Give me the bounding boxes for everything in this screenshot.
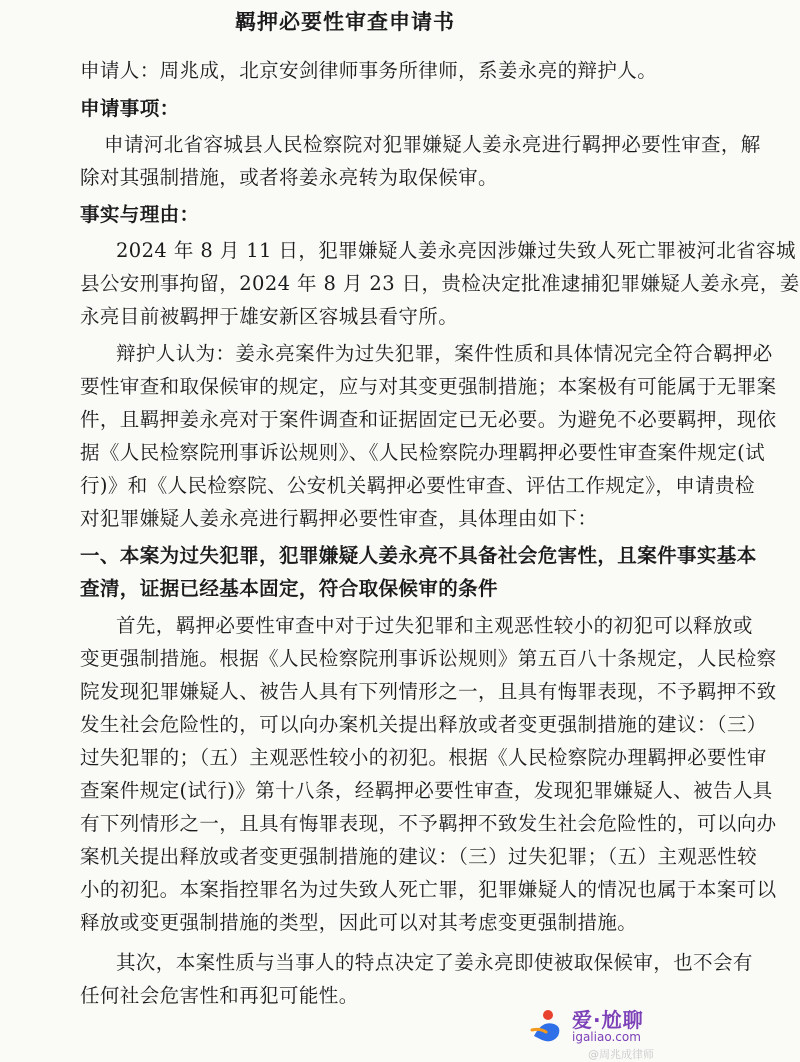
paragraph-line: 过失犯罪的；（五）主观恶性较小的初犯。根据《人民检察院办理羁押必要性审: [80, 746, 767, 769]
section-heading-request: 申请事项：: [80, 97, 180, 120]
paragraph-line: 对犯罪嫌疑人姜永亮进行羁押必要性审查，具体理由如下：: [80, 507, 598, 530]
site-name: 爱·尬聊: [572, 1008, 644, 1032]
paragraph-line: 其次，本案性质与当事人的特点决定了姜永亮即使被取保候审，也不会有: [116, 951, 753, 974]
site-watermark: [528, 1002, 688, 1062]
paragraph-line: 要性审查和取保候审的规定，应与对其变更强制措施；本案极有可能属于无罪案: [80, 375, 777, 398]
paragraph-line: 发生社会危险性的，可以向办案机关提出释放或者变更强制措施的建议：（三）: [80, 713, 767, 736]
paragraph-line: 任何社会危害性和再犯可能性。: [80, 984, 359, 1007]
paragraph-line: 永亮目前被羁押于雄安新区容城县看守所。: [80, 305, 459, 328]
paragraph-line: 2024 年 8 月 11 日，犯罪嫌疑人姜永亮因涉嫌过失致人死亡罪被河北省容城: [116, 239, 796, 262]
paragraph-line: 查案件规定(试行)》第十八条，经羁押必要性审查，发现犯罪嫌疑人、被告人具: [80, 779, 773, 802]
paragraph-line: 县公安刑事拘留，2024 年 8 月 23 日，贵检决定批准逮捕犯罪嫌疑人姜永亮，姜: [80, 272, 800, 295]
paragraph-line: 有下列情形之一，且具有悔罪表现，不予羁押不致发生社会危险性的，可以向办: [80, 812, 777, 835]
site-logo-icon: [528, 1006, 568, 1046]
paragraph-line: 院发现犯罪嫌疑人、被告人具有下列情形之一，且具有悔罪表现，不予羁押不致: [80, 680, 777, 703]
document-title: 羁押必要性审查申请书: [235, 9, 455, 34]
section-heading-facts: 事实与理由：: [80, 203, 200, 226]
paragraph-line: 释放或变更强制措施的类型，因此可以对其考虑变更强制措施。: [80, 911, 638, 934]
weibo-handle: @周兆成律师: [588, 1048, 654, 1061]
paragraph-line: 件，且羁押姜永亮对于案件调查和证据固定已无必要。为避免不必要羁押，现依: [80, 408, 777, 431]
applicant-line: 申请人：周兆成，北京安剑律师事务所律师，系姜永亮的辩护人。: [80, 59, 658, 82]
paragraph-line: 据《人民检察院刑事诉讼规则》、《人民检察院办理羁押必要性审查案件规定(试: [80, 441, 766, 464]
paragraph-line: 小的初犯。本案指控罪名为过失致人死亡罪，犯罪嫌疑人的情况也属于本案可以: [80, 878, 777, 901]
section-heading-one-cont: 查清，证据已经基本固定，符合取保候审的条件: [80, 577, 498, 600]
site-url: igaliao.com: [572, 1030, 641, 1044]
paragraph-line: 变更强制措施。根据《人民检察院刑事诉讼规则》第五百八十条规定，人民检察: [80, 647, 777, 670]
paragraph-line: 案机关提出释放或者变更强制措施的建议：（三）过失犯罪；（五）主观恶性较: [80, 845, 758, 868]
paragraph-line: 行)》和《人民检察院、公安机关羁押必要性审查、评估工作规定》，申请贵检: [80, 474, 755, 497]
paragraph-line: 辩护人认为：姜永亮案件为过失犯罪，案件性质和具体情况完全符合羁押必: [116, 342, 773, 365]
section-heading-one: 一、本案为过失犯罪，犯罪嫌疑人姜永亮不具备社会危害性，且案件事实基本: [80, 544, 757, 567]
paragraph-line: 申请河北省容城县人民检察院对犯罪嫌疑人姜永亮进行羁押必要性审查，解: [104, 133, 761, 156]
paragraph-line: 除对其强制措施，或者将姜永亮转为取保候审。: [80, 166, 498, 189]
paragraph-line: 首先，羁押必要性审查中对于过失犯罪和主观恶性较小的初犯可以释放或: [116, 614, 753, 637]
